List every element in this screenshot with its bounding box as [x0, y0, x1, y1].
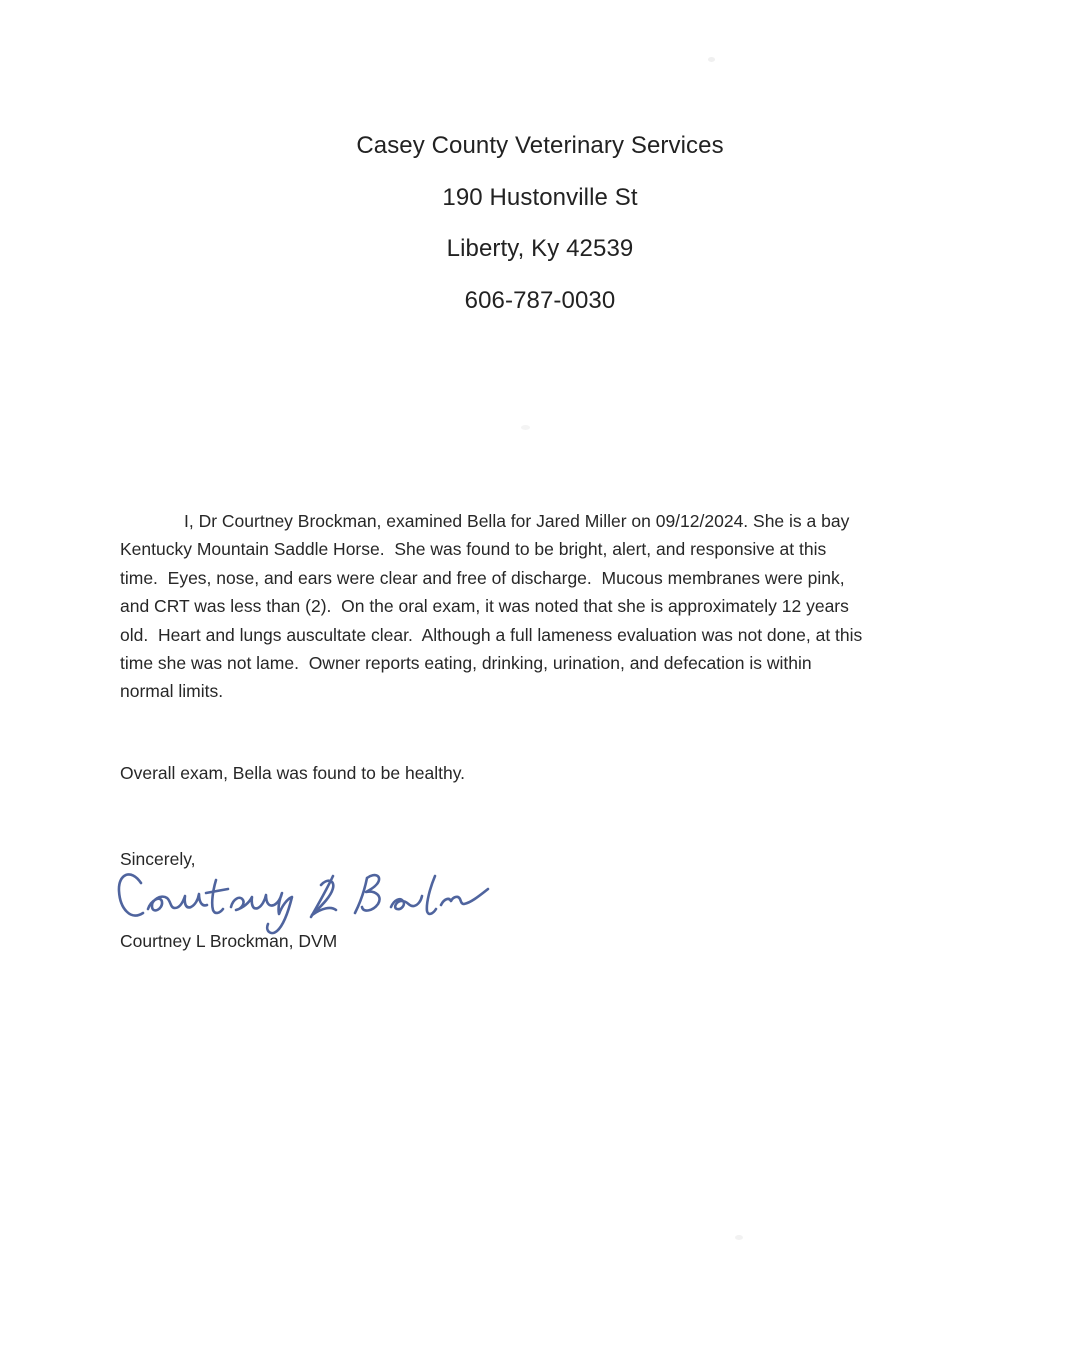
summary-line: Overall exam, Bella was found to be healthy.: [120, 763, 466, 783]
scan-speck: [521, 425, 530, 430]
paragraph-line: time. Eyes, nose, and ears were clear and free of discharge. Mucous membranes were pink,: [120, 567, 845, 588]
address-street: 190 Hustonville St: [442, 183, 638, 211]
closing-salutation: Sincerely,: [120, 849, 196, 869]
exam-paragraph: [120, 507, 970, 706]
scan-speck: [708, 57, 715, 62]
paragraph-line: normal limits.: [120, 681, 224, 702]
paragraph-line: and CRT was less than (2). On the oral exam, it was noted that she is approximately 12 years: [120, 596, 849, 617]
scan-speck: [735, 1235, 743, 1240]
address-city-state-zip: Liberty, Ky 42539: [446, 235, 634, 262]
signature-ink-strokes: [114, 866, 492, 940]
paragraph-line: time she was not lame. Owner reports eating, drinking, urination, and defecation is within: [120, 653, 812, 674]
letterhead: [0, 120, 1080, 326]
clinic-name: Casey County Veterinary Services: [356, 132, 724, 159]
signed-name: Courtney L Brockman, DVM: [120, 931, 338, 951]
handwritten-signature: [114, 866, 492, 940]
phone-number: 606-787-0030: [464, 286, 616, 314]
paragraph-line: Kentucky Mountain Saddle Horse. She was found to be bright, alert, and responsive at this: [120, 539, 827, 560]
paragraph-line: I, Dr Courtney Brockman, examined Bella for Jared Miller on 09/12/2024. She is a bay: [184, 511, 850, 531]
paragraph-line: old. Heart and lungs auscultate clear. Although a full lameness evaluation was not done, at this: [120, 624, 863, 645]
